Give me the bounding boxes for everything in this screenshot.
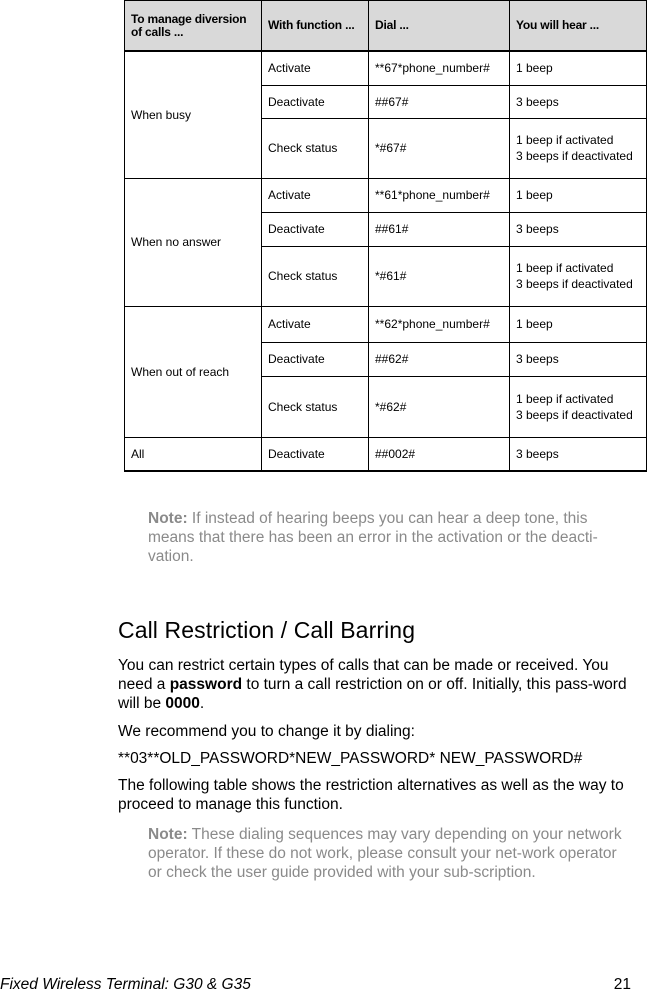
call-diversion-table xyxy=(124,0,647,472)
intro-text-a: You can restrict certain types of calls that can be made or received. You need a xyxy=(118,657,609,693)
dial-cell: *#61# xyxy=(369,246,510,306)
function-cell: Deactivate xyxy=(262,342,369,376)
note-network-operator xyxy=(148,825,628,882)
table-row xyxy=(125,437,647,471)
hear-cell: 1 beep if activated 3 beeps if deactivated xyxy=(510,376,647,437)
header-function: With function ... xyxy=(262,1,369,52)
function-cell: Check status xyxy=(262,118,369,178)
intro-text-c: . xyxy=(199,695,205,712)
header-hear: You will hear ... xyxy=(510,1,647,52)
dial-cell: *#67# xyxy=(369,118,510,178)
function-cell: Check status xyxy=(262,376,369,437)
hear-cell: 1 beep xyxy=(510,51,647,85)
table-row xyxy=(125,306,647,342)
function-cell: Activate xyxy=(262,178,369,212)
hear-cell: 3 beeps xyxy=(510,212,647,246)
function-cell: Deactivate xyxy=(262,85,369,118)
dial-cell: *#62# xyxy=(369,376,510,437)
hear-cell: 1 beep xyxy=(510,178,647,212)
page-number: 21 xyxy=(613,976,631,993)
function-cell: Deactivate xyxy=(262,437,369,471)
group-label: When busy xyxy=(125,51,262,178)
note-text: These dialing sequences may vary depending on your network operator. If these do not work, please consult your net-work operator or check the user guide provided with your sub-scription. xyxy=(148,826,622,881)
dial-cell: ##002# xyxy=(369,437,510,471)
note-label: Note: xyxy=(148,510,188,527)
note-error-tone xyxy=(148,509,633,566)
section-title: Call Restriction / Call Barring xyxy=(118,617,416,643)
header-manage-diversion: To manage diversion of calls ... xyxy=(125,1,262,52)
function-cell: Deactivate xyxy=(262,212,369,246)
dial-cell: **62*phone_number# xyxy=(369,306,510,342)
table-intro-paragraph: The following table shows the restriction alternatives as well as the way to proceed to manage this function. xyxy=(118,777,624,813)
default-password: 0000 xyxy=(165,695,200,712)
hear-cell: 1 beep xyxy=(510,306,647,342)
hear-cell: 1 beep if activated 3 beeps if deactivated xyxy=(510,246,647,306)
intro-text-b: to turn a call restriction on or off. Initially, this pass-word will be xyxy=(118,676,627,712)
dial-sequence: **03**OLD_PASSWORD*NEW_PASSWORD* NEW_PASSWORD# xyxy=(118,750,583,767)
dial-cell: ##62# xyxy=(369,342,510,376)
group-label: When out of reach xyxy=(125,306,262,437)
group-label: All xyxy=(125,437,262,471)
hear-cell: 1 beep if activated 3 beeps if deactivated xyxy=(510,118,647,178)
password-keyword: password xyxy=(169,676,243,693)
function-cell: Activate xyxy=(262,51,369,85)
function-cell: Check status xyxy=(262,246,369,306)
dial-cell: **67*phone_number# xyxy=(369,51,510,85)
function-cell: Activate xyxy=(262,306,369,342)
note-text: If instead of hearing beeps you can hear a deep tone, this means that there has been an error in the activation or the deacti-vation. xyxy=(148,510,598,565)
dial-cell: ##67# xyxy=(369,85,510,118)
dial-cell: ##61# xyxy=(369,212,510,246)
intro-paragraph xyxy=(118,656,638,713)
table-row xyxy=(125,51,647,85)
hear-cell: 3 beeps xyxy=(510,342,647,376)
group-label: When no answer xyxy=(125,178,262,306)
hear-cell: 3 beeps xyxy=(510,85,647,118)
hear-cell: 3 beeps xyxy=(510,437,647,471)
footer-title: Fixed Wireless Terminal: G30 & G35 xyxy=(0,976,251,993)
table-row xyxy=(125,178,647,212)
recommend-paragraph: We recommend you to change it by dialing: xyxy=(118,723,415,740)
header-dial: Dial ... xyxy=(369,1,510,52)
table-header-row xyxy=(125,1,647,52)
dial-cell: **61*phone_number# xyxy=(369,178,510,212)
note-label: Note: xyxy=(148,826,188,843)
